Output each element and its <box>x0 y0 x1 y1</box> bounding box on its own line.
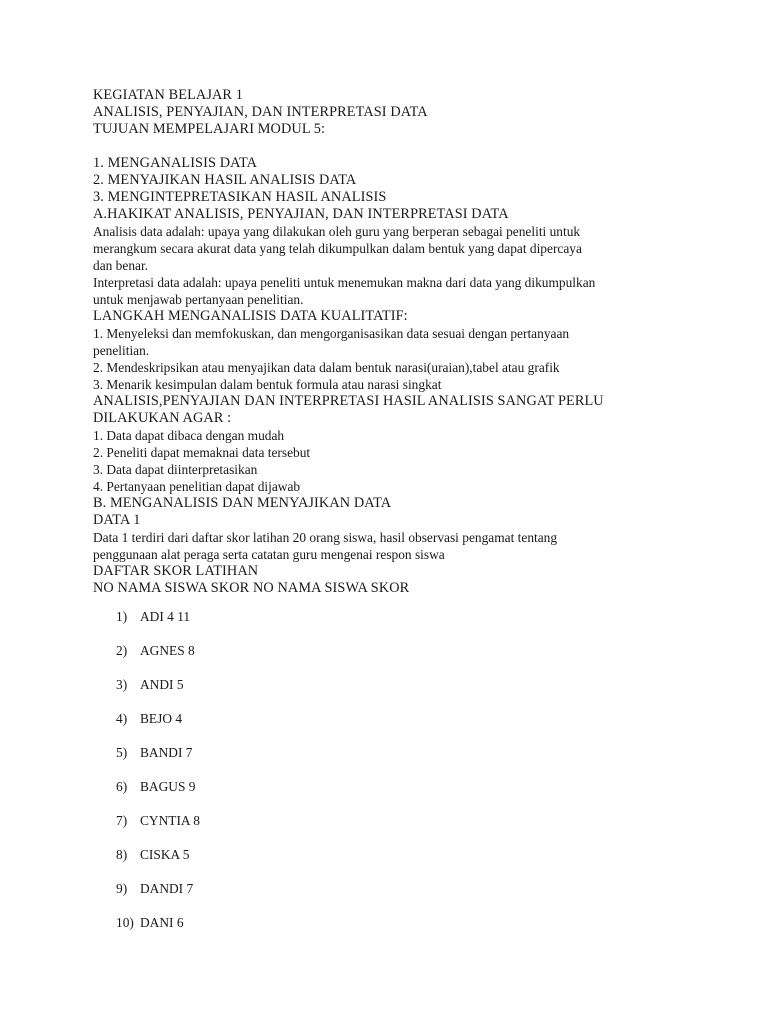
list-text: DANDI 7 <box>140 881 194 896</box>
list-number: 1) <box>116 609 128 624</box>
reason-item: 3. Data dapat diinterpretasikan <box>93 462 258 477</box>
document-body <box>93 87 693 597</box>
paragraph-line: merangkum secara akurat data yang telah dikumpulkan dalam bentuk yang dapat dipercaya <box>93 241 582 256</box>
table-title: DAFTAR SKOR LATIHAN <box>93 563 259 579</box>
section-heading: B. MENGANALISIS DAN MENYAJIKAN DATA <box>93 495 392 511</box>
step-item: penelitian. <box>93 343 150 358</box>
list-number: 6) <box>116 779 128 794</box>
objective-item: 3. MENGINTEPRETASIKAN HASIL ANALISIS <box>93 189 387 205</box>
section-heading: A.HAKIKAT ANALISIS, PENYAJIAN, DAN INTERPRETASI DATA <box>93 206 509 222</box>
step-item: 2. Mendeskripsikan atau menyajikan data dalam bentuk narasi(uraian),tabel atau grafik <box>93 360 560 375</box>
list-number: 4) <box>116 711 128 726</box>
step-item: 1. Menyeleksi dan memfokuskan, dan mengorganisasikan data sesuai dengan pertanyaan <box>93 326 570 341</box>
list-item <box>116 710 416 744</box>
list-item <box>116 812 416 846</box>
list-number: 5) <box>116 745 128 760</box>
list-text: BEJO 4 <box>140 711 183 726</box>
paragraph-line: Analisis data adalah: upaya yang dilakukan oleh guru yang berperan sebagai peneliti untuk <box>93 224 581 239</box>
list-number: 7) <box>116 813 128 828</box>
score-list <box>116 608 416 948</box>
list-number: 8) <box>116 847 128 862</box>
list-item <box>116 642 416 676</box>
list-text: BAGUS 9 <box>140 779 196 794</box>
paragraph-line: penggunaan alat peraga serta catatan guru mengenai respon siswa <box>93 547 445 562</box>
list-number: 3) <box>116 677 128 692</box>
list-text: ANDI 5 <box>140 677 184 692</box>
section-heading: ANALISIS,PENYAJIAN DAN INTERPRETASI HASIL ANALISIS SANGAT PERLU <box>93 393 604 409</box>
subsection-heading: DATA 1 <box>93 512 141 528</box>
list-item <box>116 608 416 642</box>
reason-item: 2. Peneliti dapat memaknai data tersebut <box>93 445 311 460</box>
section-heading: LANGKAH MENGANALISIS DATA KUALITATIF: <box>93 308 408 324</box>
list-text: ADI 4 11 <box>140 609 191 624</box>
table-header: NO NAMA SISWA SKOR NO NAMA SISWA SKOR <box>93 580 410 596</box>
list-item <box>116 778 416 812</box>
list-text: AGNES 8 <box>140 643 195 658</box>
heading-line: TUJUAN MEMPELAJARI MODUL 5: <box>93 121 326 137</box>
paragraph-line: dan benar. <box>93 258 149 273</box>
step-item: 3. Menarik kesimpulan dalam bentuk formula atau narasi singkat <box>93 377 442 392</box>
paragraph-line: Interpretasi data adalah: upaya peneliti untuk menemukan makna dari data yang dikumpulkan <box>93 275 596 290</box>
list-item <box>116 846 416 880</box>
list-item <box>116 676 416 710</box>
paragraph-line: Data 1 terdiri dari daftar skor latihan 20 orang siswa, hasil observasi pengamat tentang <box>93 530 558 545</box>
list-number: 2) <box>116 643 128 658</box>
paragraph-line: untuk menjawab pertanyaan penelitian. <box>93 292 304 307</box>
reason-item: 1. Data dapat dibaca dengan mudah <box>93 428 285 443</box>
list-text: BANDI 7 <box>140 745 193 760</box>
list-item <box>116 880 416 914</box>
objective-item: 2. MENYAJIKAN HASIL ANALISIS DATA <box>93 172 357 188</box>
list-text: DANI 6 <box>140 915 184 930</box>
objective-item: 1. MENGANALISIS DATA <box>93 155 258 171</box>
list-text: CYNTIA 8 <box>140 813 200 828</box>
section-heading: DILAKUKAN AGAR : <box>93 410 232 426</box>
list-number: 9) <box>116 881 128 896</box>
heading-line: KEGIATAN BELAJAR 1 <box>93 87 243 103</box>
blank-line <box>93 138 693 155</box>
list-text: CISKA 5 <box>140 847 190 862</box>
heading-line: ANALISIS, PENYAJIAN, DAN INTERPRETASI DATA <box>93 104 428 120</box>
list-item <box>116 914 416 948</box>
list-item <box>116 744 416 778</box>
reason-item: 4. Pertanyaan penelitian dapat dijawab <box>93 479 301 494</box>
list-number: 10) <box>116 915 134 930</box>
